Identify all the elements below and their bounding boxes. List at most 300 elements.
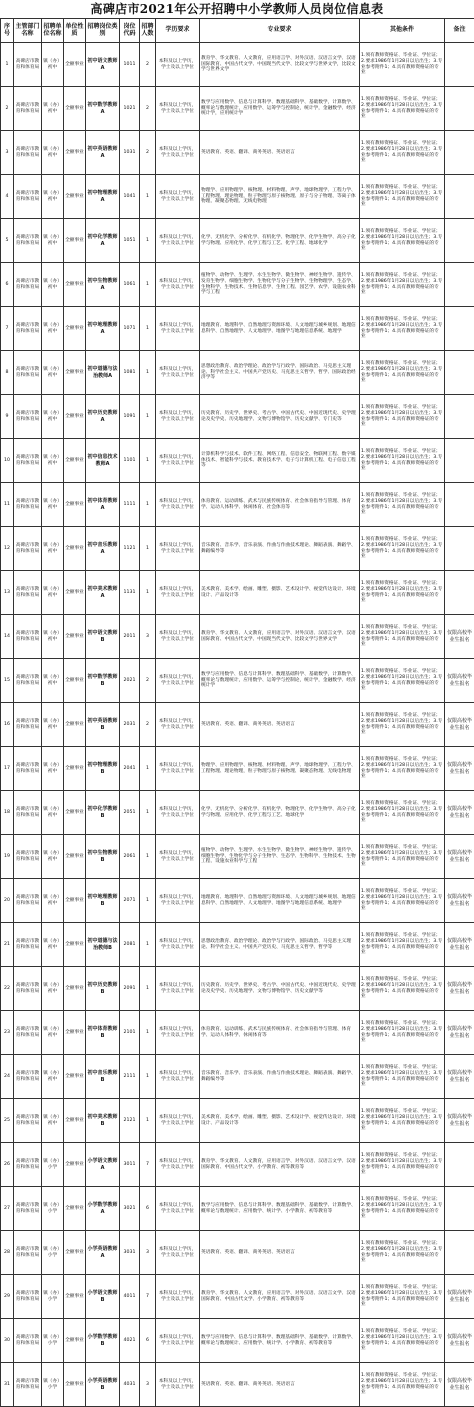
table-row	[1, 791, 474, 835]
cell-count: 6	[140, 1319, 156, 1363]
cell-note: 仅限高校毕业生报名	[445, 967, 474, 1011]
cell-nature: 全额事业	[64, 175, 86, 219]
cell-position: 初中地理教师A	[86, 307, 120, 351]
cell-note: 仅限高校毕业生报名	[445, 1011, 474, 1055]
table-row	[1, 483, 474, 527]
cell-position: 初中道德与法治教师A	[86, 351, 120, 395]
table-row	[1, 1099, 474, 1143]
cell-cond: 1.须有教师资格证、毕业证、学位证；2.要求1986年1月28日以后出生；3.专业参考附件1；4.具有教师资格证的专业	[360, 1319, 445, 1363]
cell-code: 4021	[120, 1319, 140, 1363]
cell-nature: 全额事业	[64, 219, 86, 263]
cell-edu: 本科及以上学历，学士及以上学位	[156, 1363, 200, 1407]
cell-dept: 高碑店市教育和体育局	[14, 351, 42, 395]
cell-count: 3	[140, 1231, 156, 1275]
cell-code: 2051	[120, 791, 140, 835]
cell-no: 12	[1, 527, 14, 571]
cell-position: 初中地理教师B	[86, 879, 120, 923]
cell-major: 地理教育、地理科学、自然地理与资源环境、人文地理与城乡规划、地理信息科学、自然地理学、人文地理学、地图学与地理信息系统、地理学	[200, 879, 360, 923]
table-row	[1, 219, 474, 263]
cell-cond: 1.须有教师资格证、毕业证、学位证；2.要求1986年1月28日以后出生；3.专业参考附件1；4.具有教师资格证的专业	[360, 87, 445, 131]
cell-unit: 镇（办）初中	[42, 1011, 64, 1055]
cell-dept: 高碑店市教育和体育局	[14, 791, 42, 835]
cell-major: 化学、无机化学、分析化学、有机化学、物理化学、化学生物学、高分子化学与物理、应用化学、化学工程与工艺、化学工程、地球化学	[200, 219, 360, 263]
cell-major: 教育学、华文教育、人文教育，应用语言学、对外汉语、汉语言文学、汉语国际教育、中国古代文学、中国现当代文学、比较文学与世界文学，比较文学与世界文学	[200, 43, 360, 87]
cell-note	[445, 1187, 474, 1231]
cell-unit: 镇（办）初中	[42, 791, 64, 835]
cell-dept: 高碑店市教育和体育局	[14, 747, 42, 791]
cell-edu: 本科及以上学历，学士及以上学位	[156, 1275, 200, 1319]
cell-count: 1	[140, 967, 156, 1011]
cell-no: 20	[1, 879, 14, 923]
cell-cond: 1.须有教师资格证、毕业证、学位证；2.要求1986年1月28日以后出生；3.专业参考附件1；4.具有教师资格证的专业	[360, 351, 445, 395]
cell-unit: 镇（办）初中	[42, 879, 64, 923]
cell-nature: 全额事业	[64, 1055, 86, 1099]
cell-edu: 本科及以上学历，学士及以上学位	[156, 1099, 200, 1143]
cell-dept: 高碑店市教育和体育局	[14, 571, 42, 615]
cell-code: 2021	[120, 659, 140, 703]
cell-cond: 1.须有教师资格证、毕业证、学位证；2.要求1986年1月28日以后出生；3.专业参考附件1；4.具有教师资格证的专业	[360, 1231, 445, 1275]
cell-note	[445, 87, 474, 131]
table-row	[1, 1143, 474, 1187]
cell-code: 2031	[120, 703, 140, 747]
cell-edu: 本科及以上学历，学士及以上学位	[156, 263, 200, 307]
cell-position: 初中英语教师B	[86, 703, 120, 747]
cell-count: 1	[140, 879, 156, 923]
cell-nature: 全额事业	[64, 527, 86, 571]
cell-edu: 本科及以上学历，学士及以上学位	[156, 835, 200, 879]
cell-code: 1081	[120, 351, 140, 395]
cell-cond: 1.须有教师资格证、毕业证、学位证；2.要求1986年1月28日以后出生；3.专业参考附件1；4.具有教师资格证的专业	[360, 1143, 445, 1187]
cell-cond: 1.须有教师资格证、毕业证、学位证；2.要求1986年1月28日以后出生；3.专业参考附件1；4.具有教师资格证的专业	[360, 1275, 445, 1319]
cell-cond: 1.须有教师资格证、毕业证、学位证；2.要求1986年1月28日以后出生；3.专业参考附件1；4.具有教师资格证的专业	[360, 307, 445, 351]
cell-no: 25	[1, 1099, 14, 1143]
column-header: 学历要求	[156, 19, 200, 43]
cell-no: 27	[1, 1187, 14, 1231]
cell-unit: 镇（办）初中	[42, 43, 64, 87]
column-header: 招聘单位名称	[42, 19, 64, 43]
cell-major: 植物学、动物学、生理学、水生生物学、微生物学、神经生物学、遗传学、细胞生物学、生物化学与分子生物学、生态学、生物科学、生物技术、生物工程、设施农业科学与工程	[200, 835, 360, 879]
cell-edu: 本科及以上学历，学士及以上学位	[156, 571, 200, 615]
cell-note	[445, 571, 474, 615]
cell-code: 2081	[120, 923, 140, 967]
cell-edu: 本科及以上学历，学士及以上学位	[156, 307, 200, 351]
cell-cond: 1.须有教师资格证、毕业证、学位证；2.要求1986年1月28日以后出生；3.专业参考附件1；4.具有教师资格证的专业	[360, 395, 445, 439]
cell-code: 1021	[120, 87, 140, 131]
cell-note	[445, 131, 474, 175]
cell-note	[445, 43, 474, 87]
cell-no: 3	[1, 131, 14, 175]
cell-position: 初中英语教师A	[86, 131, 120, 175]
cell-position: 小学英语教师B	[86, 1363, 120, 1407]
cell-dept: 高碑店市教育和体育局	[14, 395, 42, 439]
cell-count: 1	[140, 1099, 156, 1143]
cell-code: 2101	[120, 1011, 140, 1055]
cell-dept: 高碑店市教育和体育局	[14, 879, 42, 923]
cell-count: 1	[140, 395, 156, 439]
table-row	[1, 571, 474, 615]
cell-no: 22	[1, 967, 14, 1011]
cell-position: 初中化学教师A	[86, 219, 120, 263]
cell-no: 19	[1, 835, 14, 879]
cell-note: 仅限高校毕业生报名	[445, 1363, 474, 1407]
cell-code: 2091	[120, 967, 140, 1011]
cell-edu: 本科及以上学历，学士及以上学位	[156, 967, 200, 1011]
cell-edu: 本科及以上学历，学士及以上学位	[156, 1231, 200, 1275]
cell-edu: 本科及以上学历，学士及以上学位	[156, 87, 200, 131]
cell-code: 2061	[120, 835, 140, 879]
cell-dept: 高碑店市教育和体育局	[14, 1187, 42, 1231]
cell-cond: 1.须有教师资格证、毕业证、学位证；2.要求1986年1月28日以后出生；3.专业参考附件1；4.具有教师资格证的专业	[360, 967, 445, 1011]
cell-unit: 镇（办）初中	[42, 439, 64, 483]
cell-dept: 高碑店市教育和体育局	[14, 1011, 42, 1055]
cell-nature: 全额事业	[64, 395, 86, 439]
cell-nature: 全额事业	[64, 307, 86, 351]
cell-position: 初中语文教师A	[86, 43, 120, 87]
cell-dept: 高碑店市教育和体育局	[14, 967, 42, 1011]
cell-position: 小学语文教师B	[86, 1275, 120, 1319]
cell-note: 仅限高校毕业生报名	[445, 615, 474, 659]
cell-nature: 全额事业	[64, 659, 86, 703]
cell-dept: 高碑店市教育和体育局	[14, 263, 42, 307]
cell-no: 30	[1, 1319, 14, 1363]
cell-note: 仅限高校毕业生报名	[445, 1275, 474, 1319]
cell-cond: 1.须有教师资格证、毕业证、学位证；2.要求1986年1月28日以后出生；3.专业参考附件1；4.具有教师资格证的专业	[360, 1099, 445, 1143]
cell-no: 24	[1, 1055, 14, 1099]
cell-edu: 本科及以上学历，学士及以上学位	[156, 219, 200, 263]
cell-dept: 高碑店市教育和体育局	[14, 87, 42, 131]
cell-nature: 全额事业	[64, 263, 86, 307]
cell-code: 1121	[120, 527, 140, 571]
cell-cond: 1.须有教师资格证、毕业证、学位证；2.要求1986年1月28日以后出生；3.专业参考附件1；4.具有教师资格证的专业	[360, 43, 445, 87]
cell-note	[445, 527, 474, 571]
table-row	[1, 395, 474, 439]
cell-unit: 镇（办）初中	[42, 483, 64, 527]
cell-major: 计算机科学与技术、软件工程、网络工程、信息安全、物联网工程、数字媒体技术、智能科学与技术、教育技术学、电子与计算机工程、电子信息工程等	[200, 439, 360, 483]
cell-dept: 高碑店市教育和体育局	[14, 1231, 42, 1275]
cell-edu: 本科及以上学历，学士及以上学位	[156, 175, 200, 219]
cell-cond: 1.须有教师资格证、毕业证、学位证；2.要求1986年1月28日以后出生；3.专业参考附件1；4.具有教师资格证的专业	[360, 571, 445, 615]
cell-note: 仅限高校毕业生报名	[445, 659, 474, 703]
cell-dept: 高碑店市教育和体育局	[14, 175, 42, 219]
cell-unit: 镇（办）初中	[42, 835, 64, 879]
table-row	[1, 1187, 474, 1231]
cell-no: 18	[1, 791, 14, 835]
cell-unit: 镇（办）小学	[42, 1231, 64, 1275]
cell-unit: 镇（办）初中	[42, 395, 64, 439]
cell-edu: 本科及以上学历，学士及以上学位	[156, 395, 200, 439]
cell-edu: 本科及以上学历，学士及以上学位	[156, 351, 200, 395]
cell-nature: 全额事业	[64, 351, 86, 395]
cell-no: 4	[1, 175, 14, 219]
cell-count: 3	[140, 615, 156, 659]
cell-dept: 高碑店市教育和体育局	[14, 527, 42, 571]
cell-count: 1	[140, 791, 156, 835]
table-row	[1, 351, 474, 395]
cell-count: 1	[140, 571, 156, 615]
cell-code: 4011	[120, 1275, 140, 1319]
cell-major: 美术教育、美术学、绘画、雕塑、摄影、艺术设计学、视觉传达设计、环境设计、产品设计等	[200, 571, 360, 615]
cell-no: 7	[1, 307, 14, 351]
cell-nature: 全额事业	[64, 747, 86, 791]
cell-nature: 全额事业	[64, 967, 86, 1011]
cell-edu: 本科及以上学历，学士及以上学位	[156, 791, 200, 835]
cell-cond: 1.须有教师资格证、毕业证、学位证；2.要求1986年1月28日以后出生；3.专业参考附件1；4.具有教师资格证的专业	[360, 439, 445, 483]
table-row	[1, 263, 474, 307]
cell-position: 初中信息技术教师A	[86, 439, 120, 483]
cell-position: 小学数学教师B	[86, 1319, 120, 1363]
cell-unit: 镇（办）初中	[42, 571, 64, 615]
cell-major: 植物学、动物学、生理学、水生生物学、微生物学、神经生物学、遗传学、发育生物学、细胞生物学、生物化学与分子生物学、生物物理学、生态学、生物科学、生物技术、生物信息学、生物工程、园艺学、农学、设施农业科学与工程	[200, 263, 360, 307]
cell-count: 1	[140, 1055, 156, 1099]
cell-count: 6	[140, 1187, 156, 1231]
cell-unit: 镇（办）初中	[42, 1099, 64, 1143]
cell-cond: 1.须有教师资格证、毕业证、学位证；2.要求1986年1月28日以后出生；3.专业参考附件1；4.具有教师资格证的专业	[360, 131, 445, 175]
cell-unit: 镇（办）小学	[42, 1143, 64, 1187]
cell-code: 1101	[120, 439, 140, 483]
cell-dept: 高碑店市教育和体育局	[14, 439, 42, 483]
cell-count: 1	[140, 351, 156, 395]
cell-count: 3	[140, 1363, 156, 1407]
cell-position: 初中生物教师B	[86, 835, 120, 879]
cell-dept: 高碑店市教育和体育局	[14, 483, 42, 527]
cell-unit: 镇（办）初中	[42, 1055, 64, 1099]
cell-note: 仅限高校毕业生报名	[445, 923, 474, 967]
cell-dept: 高碑店市教育和体育局	[14, 703, 42, 747]
cell-code: 4031	[120, 1363, 140, 1407]
cell-note	[445, 1231, 474, 1275]
cell-edu: 本科及以上学历，学士及以上学位	[156, 615, 200, 659]
cell-edu: 本科及以上学历，学士及以上学位	[156, 483, 200, 527]
cell-major: 历史教育、历史学、世界史、考古学、中国古代史、中国近现代史、史学理论及史学史、历史地理学、文物与博物馆学、历史文献学、专门史等	[200, 395, 360, 439]
cell-code: 1071	[120, 307, 140, 351]
cell-nature: 全额事业	[64, 131, 86, 175]
cell-code: 3011	[120, 1143, 140, 1187]
cell-code: 1111	[120, 483, 140, 527]
cell-note: 仅限高校毕业生报名	[445, 879, 474, 923]
cell-nature: 全额事业	[64, 1363, 86, 1407]
cell-count: 1	[140, 219, 156, 263]
cell-major: 思想政治教育、政治学理论、政治学与行政学、国际政治、马克思主义理论、科学社会主义、中国共产党历史、马克思主义哲学、哲学等	[200, 923, 360, 967]
cell-unit: 镇（办）初中	[42, 263, 64, 307]
cell-nature: 全额事业	[64, 615, 86, 659]
cell-nature: 全额事业	[64, 1099, 86, 1143]
cell-no: 9	[1, 395, 14, 439]
cell-position: 初中语文教师B	[86, 615, 120, 659]
table-row	[1, 1011, 474, 1055]
cell-cond: 1.须有教师资格证、毕业证、学位证；2.要求1986年1月28日以后出生；3.专业参考附件1；4.具有教师资格证的专业	[360, 659, 445, 703]
table-row	[1, 1231, 474, 1275]
cell-cond: 1.须有教师资格证、毕业证、学位证；2.要求1986年1月28日以后出生；3.专业参考附件1；4.具有教师资格证的专业	[360, 615, 445, 659]
cell-no: 6	[1, 263, 14, 307]
table-row	[1, 923, 474, 967]
cell-edu: 本科及以上学历，学士及以上学位	[156, 923, 200, 967]
cell-no: 15	[1, 659, 14, 703]
cell-position: 初中道德与法治教师B	[86, 923, 120, 967]
cell-unit: 镇（办）初中	[42, 527, 64, 571]
cell-unit: 镇（办）初中	[42, 703, 64, 747]
cell-edu: 本科及以上学历，学士及以上学位	[156, 131, 200, 175]
cell-dept: 高碑店市教育和体育局	[14, 307, 42, 351]
cell-major: 教育学、华文教育、人文教育，应用语言学、对外汉语、汉语言文学、汉语国际教育、中国古代文学、小学教育、初等教育等	[200, 1143, 360, 1187]
cell-unit: 镇（办）初中	[42, 747, 64, 791]
cell-nature: 全额事业	[64, 1231, 86, 1275]
cell-note	[445, 307, 474, 351]
table-row	[1, 307, 474, 351]
cell-dept: 高碑店市教育和体育局	[14, 1143, 42, 1187]
table-row	[1, 1055, 474, 1099]
table-row	[1, 835, 474, 879]
cell-nature: 全额事业	[64, 879, 86, 923]
cell-no: 29	[1, 1275, 14, 1319]
cell-position: 初中历史教师B	[86, 967, 120, 1011]
table-row	[1, 879, 474, 923]
cell-cond: 1.须有教师资格证、毕业证、学位证；2.要求1986年1月28日以后出生；3.专业参考附件1；4.具有教师资格证的专业	[360, 219, 445, 263]
column-header: 主管部门名称	[14, 19, 42, 43]
cell-edu: 本科及以上学历，学士及以上学位	[156, 747, 200, 791]
cell-major: 音乐教育、音乐学、音乐表演、作曲与作曲技术理论、舞蹈表演、舞蹈学、舞蹈编导等	[200, 1055, 360, 1099]
cell-count: 1	[140, 483, 156, 527]
column-header: 岗位代码	[120, 19, 140, 43]
cell-nature: 全额事业	[64, 1275, 86, 1319]
cell-code: 1051	[120, 219, 140, 263]
cell-no: 5	[1, 219, 14, 263]
cell-count: 7	[140, 1275, 156, 1319]
cell-nature: 全额事业	[64, 791, 86, 835]
table-row	[1, 527, 474, 571]
page-title: 高碑店市2021年公开招聘中小学教师人员岗位信息表	[0, 0, 474, 18]
table-row	[1, 659, 474, 703]
cell-major: 数学与应用数学、信息与计算科学、数理基础科学、基础数学、计算数学、概率论与数理统计、应用数学、统计学、小学教育、初等教育等	[200, 1187, 360, 1231]
cell-code: 2111	[120, 1055, 140, 1099]
table-header	[1, 19, 474, 43]
cell-unit: 镇（办）小学	[42, 1275, 64, 1319]
cell-dept: 高碑店市教育和体育局	[14, 1055, 42, 1099]
cell-unit: 镇（办）小学	[42, 1187, 64, 1231]
cell-count: 1	[140, 835, 156, 879]
cell-edu: 本科及以上学历，学士及以上学位	[156, 1055, 200, 1099]
table-row	[1, 703, 474, 747]
cell-note	[445, 263, 474, 307]
cell-edu: 本科及以上学历，学士及以上学位	[156, 1143, 200, 1187]
cell-nature: 全额事业	[64, 923, 86, 967]
cell-note: 仅限高校毕业生报名	[445, 1319, 474, 1363]
cell-major: 物理学、应用物理学、核物理、材料物理、声学、地球物理学、工程力学、工程物理、理论物理，粒子物理与原子核物理、凝聚态物理、无线电物理	[200, 747, 360, 791]
cell-major: 化学、无机化学、分析化学、有机化学、物理化学、化学生物学、高分子化学与物理、应用化学、化学工程与工艺、地球化学	[200, 791, 360, 835]
cell-nature: 全额事业	[64, 43, 86, 87]
cell-no: 17	[1, 747, 14, 791]
table-row	[1, 439, 474, 483]
cell-no: 13	[1, 571, 14, 615]
cell-major: 历史教育、历史学、世界史、考古学、中国古代史、中国近现代史、史学理论及史学史、历史地理学、文物与博物馆学、历史文献学等	[200, 967, 360, 1011]
cell-code: 1131	[120, 571, 140, 615]
cell-position: 初中数学教师A	[86, 87, 120, 131]
cell-nature: 全额事业	[64, 439, 86, 483]
cell-major: 英语教育、英语、翻译、商务英语、英语语言	[200, 703, 360, 747]
cell-unit: 镇（办）初中	[42, 615, 64, 659]
cell-position: 初中美术教师A	[86, 571, 120, 615]
cell-note	[445, 175, 474, 219]
cell-count: 2	[140, 703, 156, 747]
cell-unit: 镇（办）初中	[42, 175, 64, 219]
cell-position: 初中数学教师B	[86, 659, 120, 703]
cell-note	[445, 483, 474, 527]
cell-cond: 1.须有教师资格证、毕业证、学位证；2.要求1986年1月28日以后出生；3.专业参考附件1；4.具有教师资格证的专业	[360, 1055, 445, 1099]
cell-unit: 镇（办）初中	[42, 131, 64, 175]
cell-dept: 高碑店市教育和体育局	[14, 923, 42, 967]
cell-unit: 镇（办）初中	[42, 351, 64, 395]
cell-dept: 高碑店市教育和体育局	[14, 835, 42, 879]
cell-count: 2	[140, 43, 156, 87]
cell-no: 11	[1, 483, 14, 527]
column-header: 招聘人数	[140, 19, 156, 43]
cell-dept: 高碑店市教育和体育局	[14, 1319, 42, 1363]
cell-edu: 本科及以上学历，学士及以上学位	[156, 703, 200, 747]
cell-position: 小学数学教师A	[86, 1187, 120, 1231]
cell-note	[445, 1143, 474, 1187]
cell-position: 小学语文教师A	[86, 1143, 120, 1187]
cell-cond: 1.须有教师资格证、毕业证、学位证；2.要求1986年1月28日以后出生；3.专业参考附件1；4.具有教师资格证的专业	[360, 1187, 445, 1231]
cell-no: 31	[1, 1363, 14, 1407]
cell-note: 仅限高校毕业生报名	[445, 791, 474, 835]
cell-unit: 镇（办）初中	[42, 307, 64, 351]
cell-no: 2	[1, 87, 14, 131]
cell-code: 2011	[120, 615, 140, 659]
cell-no: 26	[1, 1143, 14, 1187]
cell-unit: 镇（办）初中	[42, 87, 64, 131]
column-header: 其他条件	[360, 19, 445, 43]
cell-position: 初中音乐教师A	[86, 527, 120, 571]
cell-note: 仅限高校毕业生报名	[445, 1099, 474, 1143]
cell-note	[445, 395, 474, 439]
cell-nature: 全额事业	[64, 835, 86, 879]
cell-major: 教育学、华文教育、人文教育，应用语言学、对外汉语、汉语言文学、汉语国际教育、中国古代文学、中国现当代文学、比较文学与世界文学	[200, 615, 360, 659]
cell-edu: 本科及以上学历，学士及以上学位	[156, 879, 200, 923]
cell-major: 地理教育、地理科学、自然地理与资源环境、人文地理与城乡规划、地理信息科学、自然地理学、人文地理学、地图学与地理信息系统、地理学	[200, 307, 360, 351]
cell-count: 7	[140, 1143, 156, 1187]
cell-code: 3021	[120, 1187, 140, 1231]
cell-position: 初中体育教师B	[86, 1011, 120, 1055]
cell-nature: 全额事业	[64, 1011, 86, 1055]
cell-code: 1091	[120, 395, 140, 439]
cell-code: 2071	[120, 879, 140, 923]
cell-nature: 全额事业	[64, 483, 86, 527]
cell-edu: 本科及以上学历，学士及以上学位	[156, 1319, 200, 1363]
cell-dept: 高碑店市教育和体育局	[14, 615, 42, 659]
cell-position: 初中历史教师A	[86, 395, 120, 439]
table-row	[1, 615, 474, 659]
column-header: 单位性质	[64, 19, 86, 43]
cell-cond: 1.须有教师资格证、毕业证、学位证；2.要求1986年1月28日以后出生；3.专业参考附件1；4.具有教师资格证的专业	[360, 1363, 445, 1407]
cell-count: 1	[140, 175, 156, 219]
cell-unit: 镇（办）初中	[42, 219, 64, 263]
cell-code: 1061	[120, 263, 140, 307]
cell-code: 2121	[120, 1099, 140, 1143]
column-header: 序号	[1, 19, 14, 43]
cell-edu: 本科及以上学历，学士及以上学位	[156, 439, 200, 483]
cell-note: 仅限高校毕业生报名	[445, 703, 474, 747]
cell-cond: 1.须有教师资格证、毕业证、学位证；2.要求1986年1月28日以后出生；3.专业参考附件1；4.具有教师资格证的专业	[360, 835, 445, 879]
header-row	[1, 19, 474, 43]
cell-position: 初中物理教师B	[86, 747, 120, 791]
cell-count: 1	[140, 439, 156, 483]
cell-cond: 1.须有教师资格证、毕业证、学位证；2.要求1986年1月28日以后出生；3.专业参考附件1；4.具有教师资格证的专业	[360, 923, 445, 967]
cell-nature: 全额事业	[64, 1319, 86, 1363]
cell-note: 仅限高校毕业生报名	[445, 747, 474, 791]
cell-count: 2	[140, 659, 156, 703]
column-header: 招聘岗位类别	[86, 19, 120, 43]
cell-major: 英语教育、英语、翻译、商务英语、英语语言	[200, 131, 360, 175]
positions-table	[0, 18, 474, 1407]
